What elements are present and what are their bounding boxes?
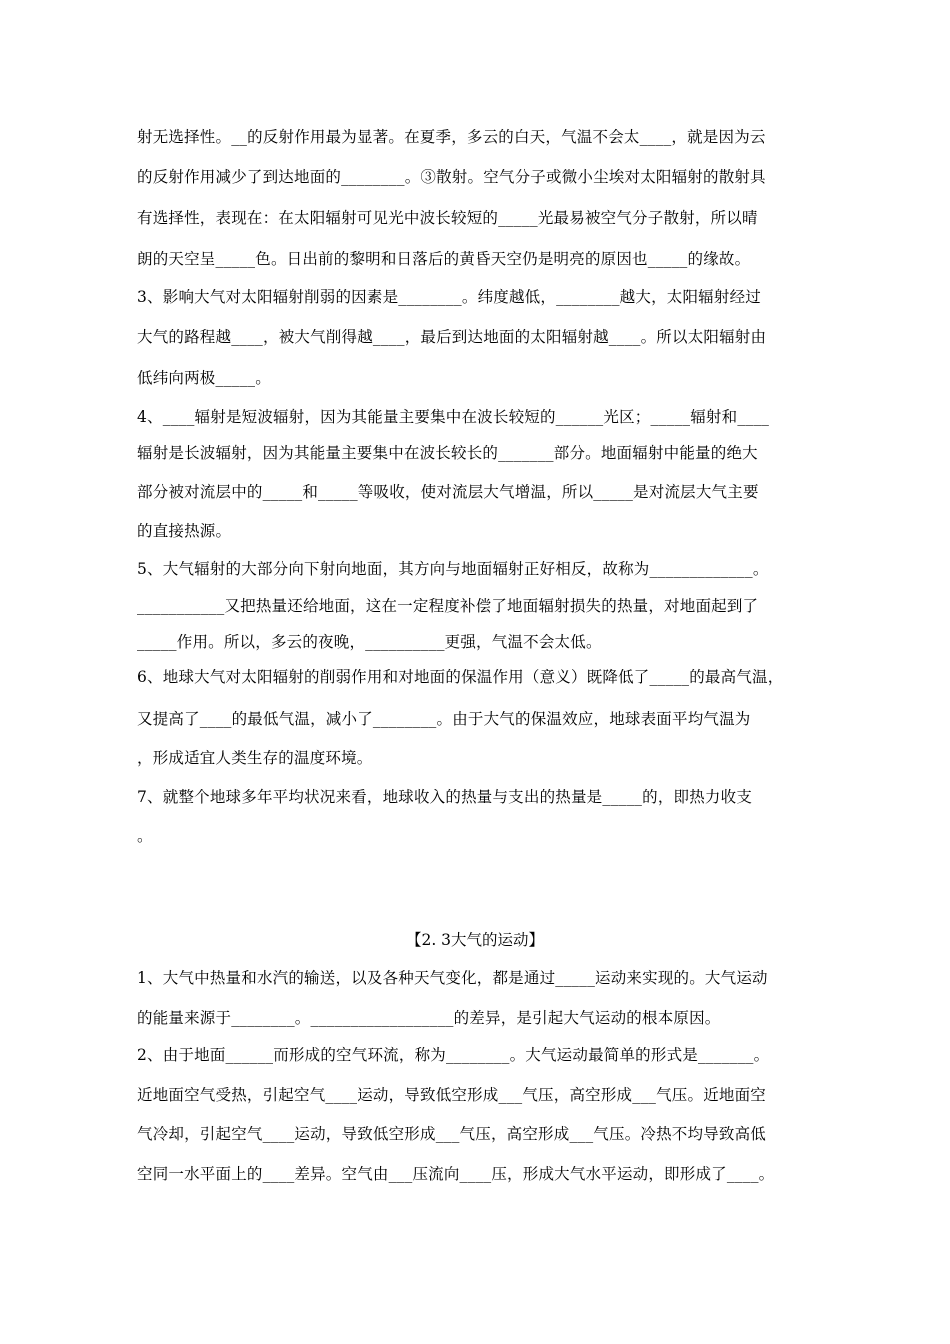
text-line: 又提高了____的最低气温，减小了________。由于大气的保温效应，地球表面平均气温为 (137, 710, 751, 728)
question-1: 1、大气中热量和水汽的输送，以及各种天气变化，都是通过_____运动来实现的。大气运动 (137, 969, 768, 987)
text-line: 射无选择性。__的反射作用最为显著。在夏季，多云的白天，气温不会太____，就是因为云 (137, 128, 766, 146)
section-heading: 【2. 3大气的运动】 (405, 931, 545, 949)
text-line: ___________又把热量还给地面，这在一定程度补偿了地面辐射损失的热量，对地面起到了 (137, 597, 759, 615)
text-line: 有选择性，表现在：在太阳辐射可见光中波长较短的_____光最易被空气分子散射，所以晴 (137, 209, 758, 227)
text-line: 的直接热源。 (137, 522, 232, 540)
question-2: 2、由于地面______而形成的空气环流，称为________。大气运动最简单的形式是_______。 (137, 1046, 770, 1064)
text-line: 低纬向两极_____。 (137, 369, 271, 387)
text-line: 近地面空气受热，引起空气____运动，导致低空形成___气压，高空形成___气压。近地面空 (137, 1086, 767, 1104)
text-line: _____作用。所以，多云的夜晚，__________更强，气温不会太低。 (137, 633, 602, 651)
question-5: 5、大气辐射的大部分向下射向地面，其方向与地面辐射正好相反，故称为_____________。 (137, 560, 769, 578)
text-line: 的反射作用减少了到达地面的________。③散射。空气分子或微小尘埃对太阳辐射的散射具 (137, 168, 766, 186)
text-line: 。 (137, 827, 153, 845)
text-line: 空同一水平面上的____差异。空气由___压流向____压，形成大气水平运动，即形成了____。 (137, 1165, 775, 1183)
text-line: 气冷却，引起空气____运动，导致低空形成___气压，高空形成___气压。冷热不均导致高低 (137, 1125, 767, 1143)
question-6: 6、地球大气对太阳辐射的削弱作用和对地面的保温作用（意义）既降低了_____的最高气温， (137, 668, 784, 686)
text-line: 部分被对流层中的_____和_____等吸收，使对流层大气增温，所以_____是对流层大气主要 (137, 483, 759, 501)
question-4: 4、____辐射是短波辐射，因为其能量主要集中在波长较短的______光区；_____辐射和____ (137, 408, 770, 426)
text-line: ，形成适宜人类生存的温度环境。 (137, 749, 373, 767)
text-line: 大气的路程越____，被大气削得越____，最后到达地面的太阳辐射越____。所以太阳辐射由 (137, 328, 767, 346)
text-line: 的能量来源于________。__________________的差异，是引起大气运动的根本原因。 (137, 1009, 721, 1027)
text-line: 辐射是长波辐射，因为其能量主要集中在波长较长的_______部分。地面辐射中能量的绝大 (137, 444, 758, 462)
question-3: 3、影响大气对太阳辐射削弱的因素是________。纬度越低，________越大，太阳辐射经过 (137, 288, 761, 306)
question-7: 7、就整个地球多年平均状况来看，地球收入的热量与支出的热量是_____的，即热力收支 (137, 788, 753, 806)
text-line: 朗的天空呈_____色。日出前的黎明和日落后的黄昏天空仍是明亮的原因也_____的缘故。 (137, 250, 751, 268)
